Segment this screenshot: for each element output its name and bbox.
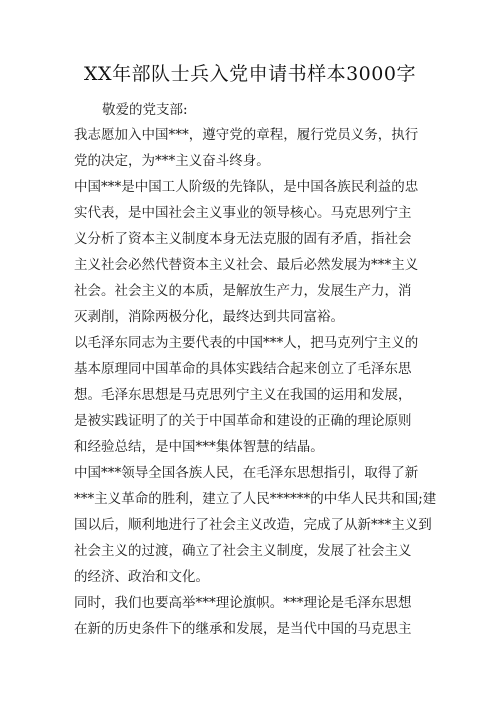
text-line: 灭剥削，消除两极分化，最终达到共同富裕。 bbox=[74, 309, 344, 325]
text-line: 实代表，是中国社会主义事业的领导核心。马克思列宁主 bbox=[74, 205, 412, 221]
text-line: 想。毛泽东思想是马克思列宁主义在我国的运用和发展， bbox=[74, 387, 412, 403]
text-line: 我志愿加入中国***，遵守党的章程，履行党员义务，执行 bbox=[74, 127, 419, 143]
greeting-line: 敬爱的党支部: bbox=[102, 102, 188, 118]
text-line: 义分析了资本主义制度本身无法克服的固有矛盾，指社会 bbox=[74, 231, 412, 247]
text-line: 社会。社会主义的本质，是解放生产力，发展生产力，消 bbox=[74, 283, 412, 299]
text-line: 主义社会必然代替资本主义社会、最后必然发展为***主义 bbox=[74, 257, 419, 273]
text-line: 在新的历史条件下的继承和发展，是当代中国的马克思主 bbox=[74, 621, 412, 637]
text-line: 同时，我们也要高举***理论旗帜。***理论是毛泽东思想 bbox=[74, 595, 412, 611]
document-title: XX年部队士兵入党申请书样本3000字 bbox=[84, 63, 416, 85]
text-line: 是被实践证明了的关于中国革命和建设的正确的理论原则 bbox=[74, 413, 412, 429]
text-line: 国以后，顺利地进行了社会主义改造，完成了从新***主义到 bbox=[74, 517, 432, 533]
text-line: 社会主义的过渡，确立了社会主义制度，发展了社会主义 bbox=[74, 543, 412, 559]
text-line: 中国***是中国工人阶级的先锋队，是中国各族民利益的忠 bbox=[74, 179, 419, 195]
text-line: 中国***领导全国各族人民，在毛泽东思想指引，取得了新 bbox=[74, 465, 419, 481]
text-line: 和经验总结，是中国***集体智慧的结晶。 bbox=[74, 439, 324, 455]
text-line: 的经济、政治和文化。 bbox=[74, 569, 209, 585]
text-line: 基本原理同中国革命的具体实践结合起来创立了毛泽东思 bbox=[74, 361, 412, 377]
text-line: 党的决定，为***主义奋斗终身。 bbox=[74, 153, 270, 169]
text-line: ***主义革命的胜利，建立了人民******的中华人民共和国;建 bbox=[74, 491, 437, 507]
text-line: 以毛泽东同志为主要代表的中国***人，把马克列宁主义的 bbox=[74, 335, 419, 351]
